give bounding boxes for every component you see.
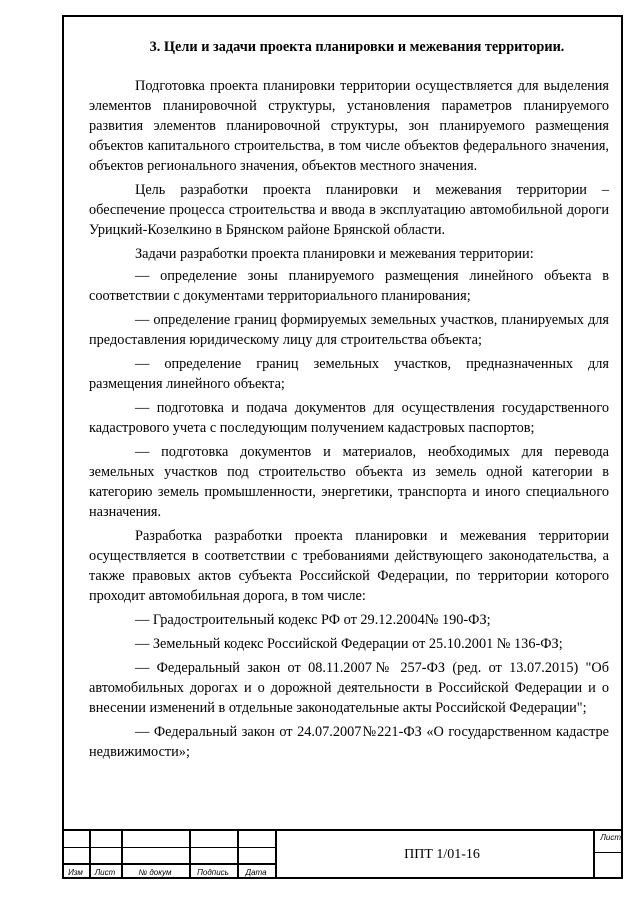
paragraph: Разработка разработки проекта планировки и межевания территории осуществляется в соответствии с требованиями действующего законодательства, а также правовых актов субъекта Российской Федерации, по территории которого проходит автомобильная дорога, в том числе: xyxy=(89,528,609,604)
stamp-divider xyxy=(275,831,277,879)
section-heading: 3. Цели и задачи проекта планировки и межевания территории. xyxy=(149,39,565,55)
stamp-label-list: Лист xyxy=(94,868,116,877)
list-item: — определение границ земельных участков, предназначенных для размещения линейного объекта; xyxy=(89,356,609,392)
stamp-label-docnum: № докум xyxy=(138,868,172,877)
stamp-label-signature: Подпись xyxy=(197,868,229,877)
list-item: — подготовка и подача документов для осуществления государственного кадастрового учета с последующим получением кадастровых паспортов; xyxy=(89,400,609,436)
list-item: — Федеральный закон от 24.07.2007№221-ФЗ «О государственном кадастре недвижимости»; xyxy=(89,724,609,760)
stamp-label-izm: Изм xyxy=(68,868,83,877)
list-item: — подготовка документов и материалов, необходимых для перевода земельных участков под строительство объекта из земель одной категории в категорию земель промышленности, энергетики, транспорта и иного специального назначения. xyxy=(89,444,609,520)
list-item: — Федеральный закон от 08.11.2007№ 257-ФЗ (ред. от 13.07.2015) "Об автомобильных дорогах и о дорожной деятельности в Российской Федерации и о внесении изменений в отдельные законодательные акты Российской Федерации"; xyxy=(89,660,609,716)
list-item: — Земельный кодекс Российской Федерации от 25.10.2001 № 136-ФЗ; xyxy=(135,636,563,652)
paragraph: Подготовка проекта планировки территории осуществляется для выделения элементов планировочной структуры, установления параметров планируемого развития элементов планировочной структуры, зон планируемого размещения объектов капитального строительства, в том числе объектов федерального значения, объектов регионального значения, объектов местного значения. xyxy=(89,78,609,174)
stamp-label-date: Дата xyxy=(245,868,267,877)
list-item: — определение границ формируемых земельных участков, планируемых для предоставления юридическому лицу для строительства объекта; xyxy=(89,312,609,348)
stamp-row-line xyxy=(62,847,275,848)
list-item: — Градостроительный кодекс РФ от 29.12.2004№ 190-ФЗ; xyxy=(135,612,491,628)
stamp-label-sheet: Лист xyxy=(600,833,621,842)
paragraph: Задачи разработки проекта планировки и межевания территории: xyxy=(135,246,534,262)
stamp-divider xyxy=(593,831,595,879)
title-block xyxy=(62,829,623,879)
document-body xyxy=(89,37,609,766)
stamp-row-line xyxy=(593,852,623,853)
list-item: — определение зоны планируемого размещения линейного объекта в соответствии с документами территориального планирования; xyxy=(89,268,609,304)
stamp-row-line xyxy=(62,863,275,865)
paragraph: Цель разработки проекта планировки и межевания территории – обеспечение процесса строительства и ввода в эксплуатацию автомобильной дороги Урицкий-Козелкино в Брянском районе Брянской области. xyxy=(89,182,609,238)
document-code: ППТ 1/01-16 xyxy=(404,847,480,862)
